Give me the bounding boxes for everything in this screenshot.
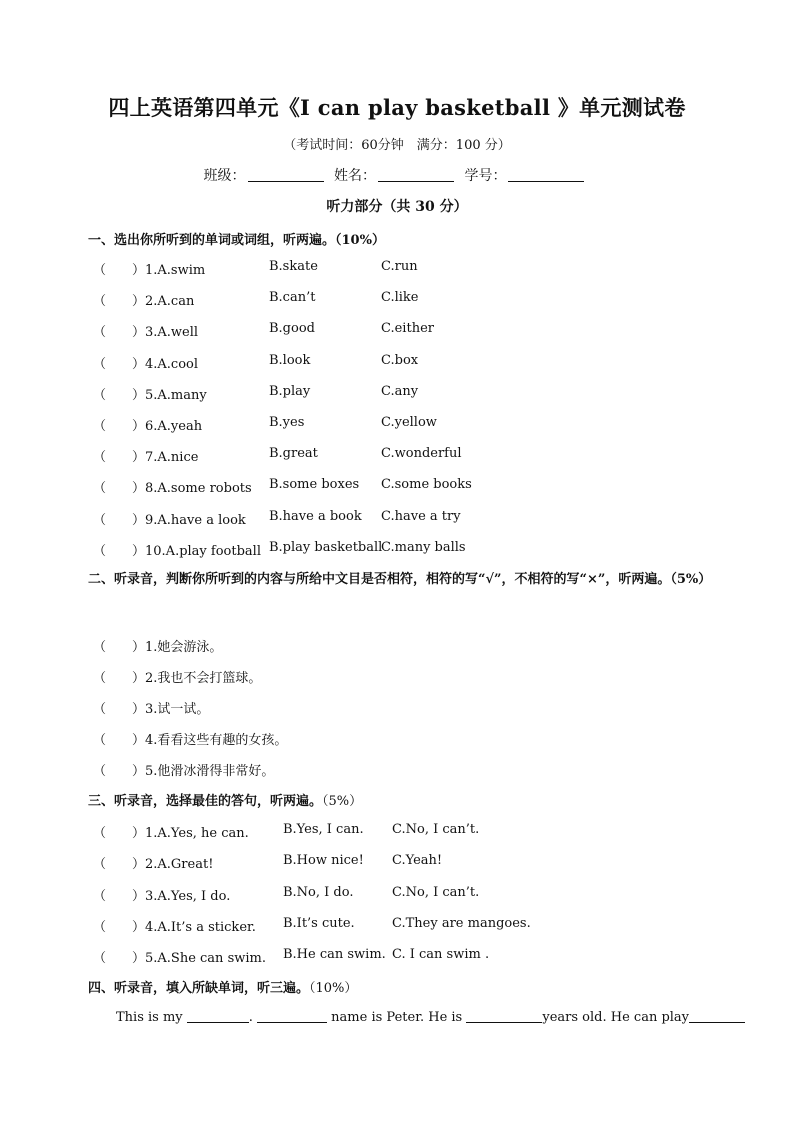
part1-item-option-c: C.any	[381, 383, 419, 399]
part1-item-option-b: B.good	[269, 321, 315, 337]
part1-item-option-c: C.run	[381, 259, 418, 274]
part3-item-question[interactable]: （ ）5.A.She can swim.	[93, 951, 266, 967]
part3-item-question[interactable]: （ ）3.A.Yes, I do.	[93, 888, 231, 904]
part3-item-question[interactable]: （ ）4.A.It’s a sticker.	[93, 919, 256, 935]
part1-item-option-b: B.great	[269, 446, 318, 462]
id-label: 学号：	[464, 168, 507, 184]
part4-pct: （10%）	[309, 981, 358, 996]
part1-item-option-b: B.play basketball	[269, 539, 383, 555]
part3-item-option-b: B.Yes, I can.	[283, 822, 364, 837]
part1-item-question[interactable]: （ ）10.A.play football	[93, 543, 261, 559]
part3-pct: （5%）	[322, 794, 363, 809]
part3-item-option-b: B.How nice!	[283, 853, 364, 869]
part2-item[interactable]: （ ）5.他滑冰滑得非常好。	[93, 764, 275, 779]
part1-item-option-c: C.yellow	[381, 415, 437, 430]
class-field[interactable]	[248, 167, 324, 182]
part3-heading-text: 三、听录音，选择最佳的答句，听两遍。	[88, 794, 323, 809]
part1-item-option-b: B.can’t	[269, 290, 316, 306]
part1-item-option-c: C.box	[381, 352, 419, 368]
section-title: 听力部分（共 30 分）	[326, 199, 468, 215]
part1-item-option-b: B.play	[269, 383, 311, 399]
fill-text-2: .	[248, 1010, 258, 1025]
part1-item-option-c: C.either	[381, 321, 434, 337]
part2-item[interactable]: （ ）4.看看这些有趣的女孩。	[93, 733, 288, 748]
fill-blank-4[interactable]	[689, 1009, 745, 1023]
part1-item-option-b: B.some boxes	[269, 477, 360, 493]
exam-subtitle: （考试时间：60分钟 满分：100 分）	[283, 138, 511, 153]
part1-item-question[interactable]: （ ）2.A.can	[93, 294, 195, 310]
part3-item-option-c: C.They are mangoes.	[392, 915, 531, 931]
part3-item-option-c: C. I can swim .	[392, 947, 490, 963]
part4-heading-text: 四、听录音，填入所缺单词，听三遍。	[88, 981, 310, 996]
part4-heading	[88, 977, 357, 996]
part1-item-question[interactable]: （ ）6.A.yeah	[93, 419, 203, 434]
part1-item-question[interactable]: （ ）7.A.nice	[93, 450, 199, 466]
part1-item-question[interactable]: （ ）4.A.cool	[93, 356, 199, 372]
part1-heading	[88, 229, 385, 248]
part3-item-option-b: B.No, I do.	[283, 884, 354, 900]
fill-in-sentence	[116, 1009, 745, 1025]
fill-blank-2[interactable]	[257, 1009, 327, 1023]
part1-item-option-b: B.look	[269, 352, 311, 368]
part3-item-question[interactable]: （ ）1.A.Yes, he can.	[93, 826, 249, 841]
part1-item-question[interactable]: （ ）1.A.swim	[93, 263, 206, 278]
page-title: 四上英语第四单元《I can play basketball 》单元测试卷	[108, 95, 686, 120]
fill-text-4: years old. He can play	[542, 1010, 690, 1025]
part2-heading: 二、听录音，判断你所听到的内容与所给中文目是否相符，相符的写“√”，不相符的写“×”，听两遍。（5%）	[88, 572, 712, 587]
part1-item-question[interactable]: （ ）5.A.many	[93, 387, 207, 403]
part3-item-option-b: B.He can swim.	[283, 947, 386, 963]
fill-blank-3[interactable]	[466, 1009, 542, 1023]
part1-item-question[interactable]: （ ）9.A.have a look	[93, 512, 246, 528]
part3-heading	[88, 790, 362, 809]
part1-item-option-b: B.skate	[269, 259, 318, 274]
part1-item-question[interactable]: （ ）8.A.some robots	[93, 481, 252, 497]
part3-item-option-c: C.No, I can’t.	[392, 884, 480, 900]
part1-heading-text: 一、选出你所听到的单词或词组，听两遍。	[88, 233, 336, 248]
part1-pct: （10%）	[335, 233, 385, 248]
part2-item[interactable]: （ ）3.试一试。	[93, 702, 210, 717]
part1-item-option-c: C.some books	[381, 477, 472, 493]
student-info-line	[0, 165, 794, 185]
part1-item-option-b: B.yes	[269, 415, 305, 430]
part3-item-option-c: C.No, I can’t.	[392, 822, 480, 837]
class-label: 班级：	[203, 168, 246, 184]
part2-item[interactable]: （ ）2.我也不会打篮球。	[93, 671, 262, 686]
part3-item-option-b: B.It’s cute.	[283, 915, 355, 931]
part1-item-option-b: B.have a book	[269, 508, 362, 524]
part1-item-option-c: C.wonderful	[381, 446, 462, 462]
part1-item-option-c: C.many balls	[381, 539, 466, 555]
fill-blank-1[interactable]	[187, 1009, 249, 1023]
part1-item-option-c: C.have a try	[381, 508, 461, 524]
id-field[interactable]	[508, 167, 584, 182]
fill-text-1: This is my	[116, 1010, 187, 1025]
part2-item[interactable]: （ ）1.她会游泳。	[93, 640, 223, 655]
name-label: 姓名：	[334, 168, 376, 184]
part3-item-question[interactable]: （ ）2.A.Great!	[93, 857, 214, 873]
part3-item-option-c: C.Yeah!	[392, 853, 443, 869]
part1-item-question[interactable]: （ ）3.A.well	[93, 325, 199, 341]
fill-text-3: name is Peter. He is	[327, 1010, 467, 1025]
part1-item-option-c: C.like	[381, 290, 419, 306]
name-field[interactable]	[378, 167, 454, 182]
